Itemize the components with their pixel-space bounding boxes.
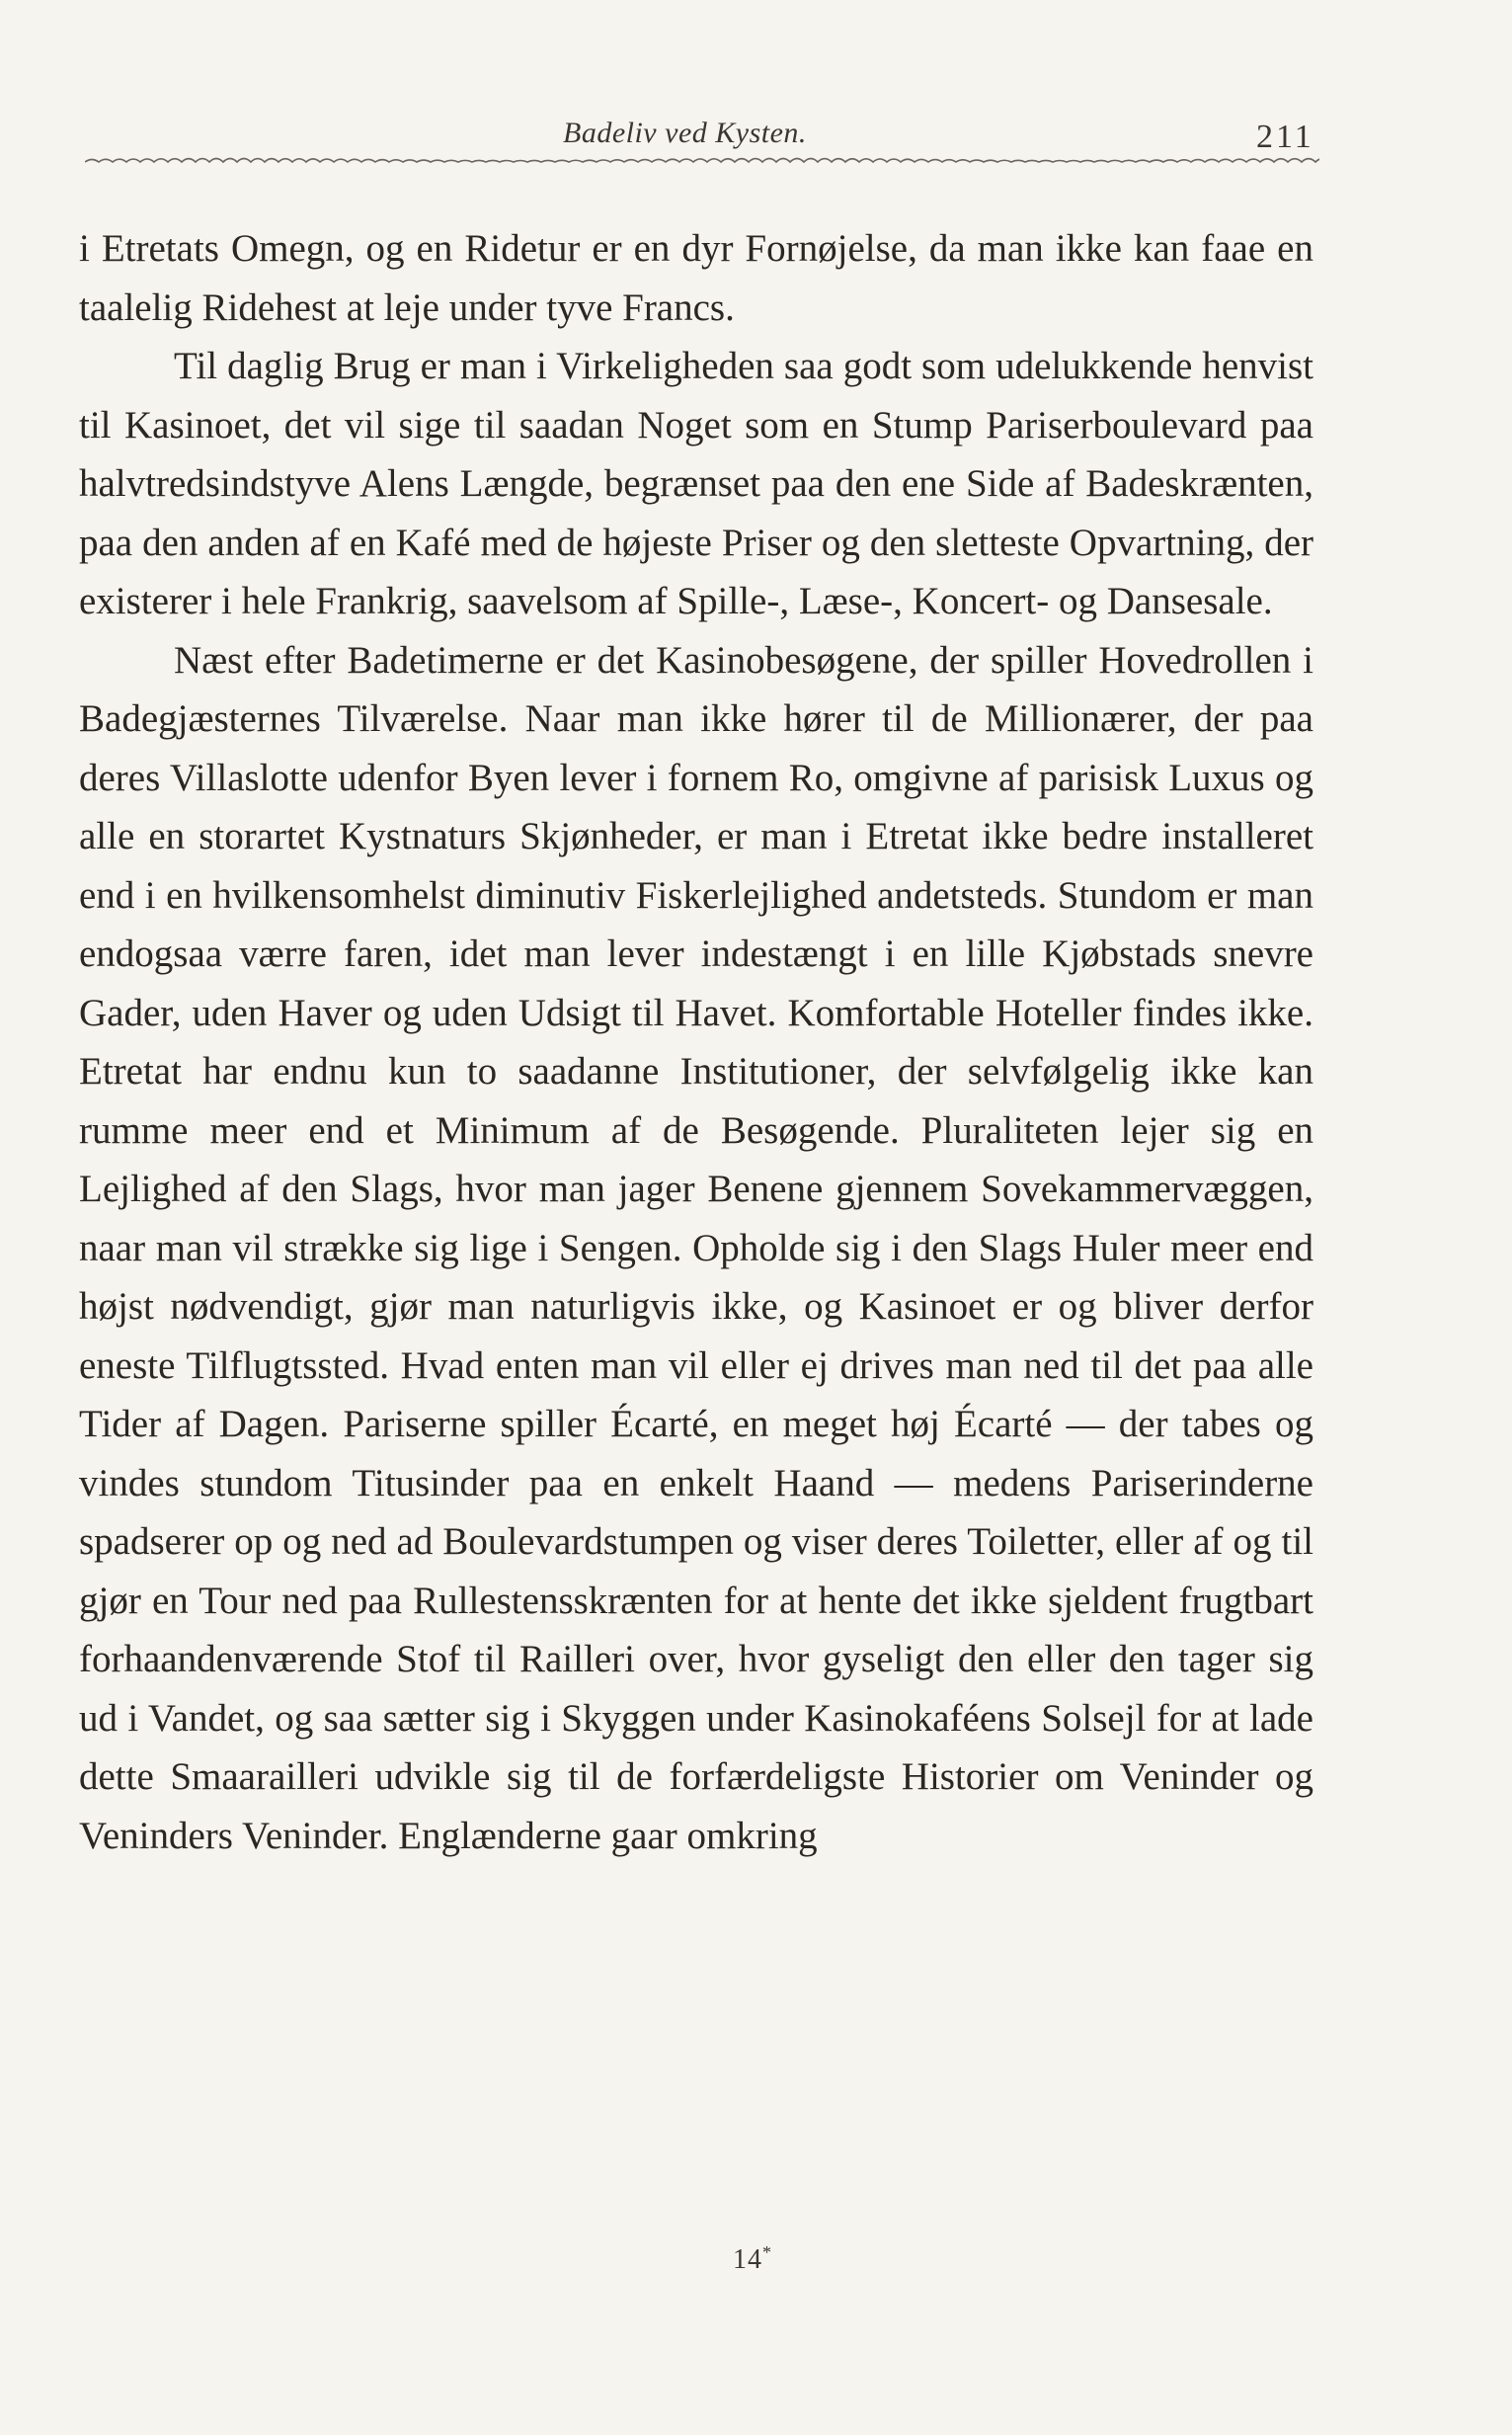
running-head: Badeliv ved Kysten. <box>563 117 807 149</box>
signature-mark <box>733 2242 772 2276</box>
page-number: 211 <box>1256 119 1314 155</box>
paragraph-badetimerne: Næst efter Badetimerne er det Kasinobesøgene, der spiller Hovedrollen i Badegjæsternes Tilværelse. Naar man ikke hører til de Millionærer, der paa deres Villaslotte udenfor Byen lever i fornem Ro, omgivne af parisisk Luxus og alle en storartet Kystnaturs Skjønheder, er man i Etretat ikke bedre installeret end i en hvilkensomhelst diminutiv Fiskerlejlighed andetsteds. Stundom er man endogsaa værre faren, idet man lever indestængt i en lille Kjøbstads snevre Gader, uden Haver og uden Udsigt til Havet. Komfortable Hoteller findes ikke. Etretat har endnu kun to saadanne Institutioner, der selvfølgelig ikke kan rumme meer end et Minimum af de Besøgende. Pluraliteten lejer sig en Lejlighed af den Slags, hvor man jager Benene gjennem Sovekammervæggen, naar man vil strække sig lige i Sengen. Opholde sig i den Slags Huler meer end højst nødvendigt, gjør man naturligvis ikke, og Kasinoet er og bliver derfor eneste Tilflugtssted. Hvad enten man vil eller ej drives man ned til det paa alle Tider af Dagen. Pariserne spiller Écarté, en meget høj Écarté — der tabes og vindes stundom Titusinder paa en enkelt Haand — medens Pariserinderne spadserer op og ned ad Boulevardstumpen og viser deres Toiletter, eller af og til gjør en Tour ned paa Rullestensskrænten for at hente det ikke sjeldent frugtbart forhaandenværende Stof til Railleri over, hvor gyseligt den eller den tager sig ud i Vandet, og saa sætter sig i Skyggen under Kasinokaféens Solsejl for at lade dette Smaarailleri udvikle sig til de forfærdeligste Historier om Veninder og Veninders Veninder. Englænderne gaar omkring <box>79 638 1313 1857</box>
paragraph-kasino: Til daglig Brug er man i Virkeligheden saa godt som udelukkende henvist til Kasinoet, det vil sige til saadan Noget som en Stump Pariserboulevard paa halvtredsindstyve Alens Længde, begrænset paa den ene Side af Badeskrænten, paa den anden af en Kafé med de højeste Priser og den sletteste Opvartning, der existerer i hele Frankrig, saavelsom af Spille-, Læse-, Koncert- og Dansesale. <box>79 345 1313 622</box>
signature-number: 14 <box>733 2244 762 2275</box>
decorative-wavy-rule <box>85 150 1319 174</box>
paragraph-continuation: i Etretats Omegn, og en Ridetur er en dyr Fornøjelse, da man ikke kan faae en taalelig Ridehest at leje under tyve Francs. <box>79 227 1313 329</box>
body-text <box>79 219 1313 1865</box>
signature-asterisk: * <box>762 2242 772 2262</box>
